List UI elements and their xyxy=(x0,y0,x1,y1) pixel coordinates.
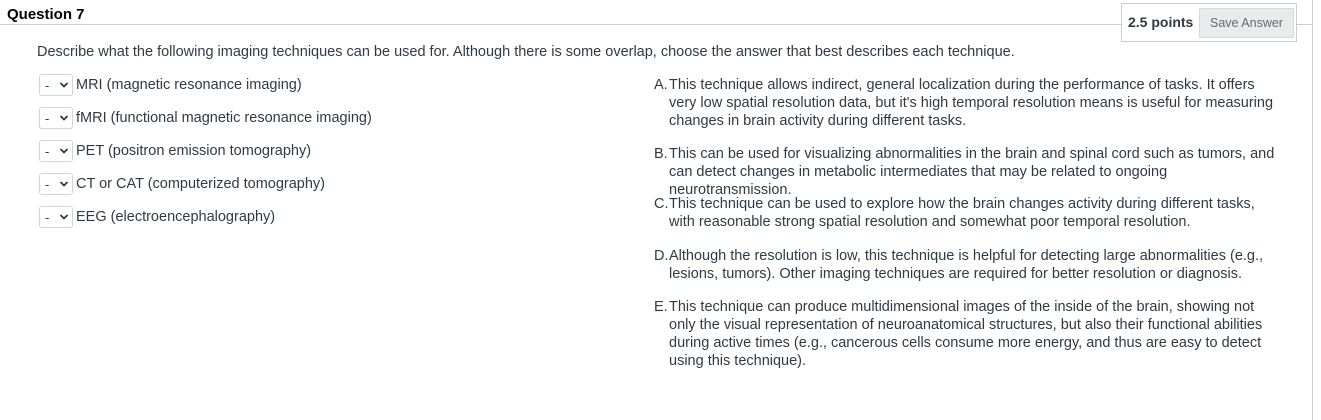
match-label-ct: CT or CAT (computerized tomography) xyxy=(76,176,326,192)
match-select-eeg[interactable] xyxy=(39,206,73,228)
match-row xyxy=(39,206,275,228)
match-label-fmri: fMRI (functional magnetic resonance imaging) xyxy=(76,110,372,126)
answer-text: Although the resolution is low, this technique is helpful for detecting large abnormalities (e.g., lesions, tumors). Other imaging techniques are required for better resolution or diagnosis. xyxy=(669,248,1264,282)
chevron-down-icon xyxy=(59,212,69,222)
select-value: - xyxy=(45,144,50,159)
answer-text: This technique can produce multidimensional images of the inside of the brain, showing not only the visual representation of neuroanatomical structures, but also their functional abilities during active times (e.g., cancerous cells consume more energy, and thus are easy to detect using this technique). xyxy=(669,299,1263,369)
match-select-fmri[interactable] xyxy=(39,107,73,129)
answer-option-e xyxy=(654,298,1279,370)
question-points-box xyxy=(1121,3,1297,42)
select-value: - xyxy=(45,78,50,93)
match-select-ct[interactable] xyxy=(39,173,73,195)
chevron-down-icon xyxy=(59,179,69,189)
match-label-pet: PET (positron emission tomography) xyxy=(76,143,312,159)
chevron-down-icon xyxy=(59,146,69,156)
select-value: - xyxy=(45,177,50,192)
answer-letter: C. xyxy=(654,196,669,212)
answer-letter: D. xyxy=(654,248,669,264)
question-header xyxy=(0,0,1312,25)
answer-letter: A. xyxy=(654,77,668,93)
save-answer-button[interactable]: Save Answer xyxy=(1199,8,1294,38)
match-row xyxy=(39,173,325,195)
match-row xyxy=(39,140,311,162)
points-label: 2.5 points xyxy=(1128,14,1194,30)
select-value: - xyxy=(45,210,50,225)
answer-option-a xyxy=(654,76,1279,130)
answer-option-c xyxy=(654,195,1279,231)
chevron-down-icon xyxy=(59,80,69,90)
answer-option-b xyxy=(654,145,1279,199)
match-row xyxy=(39,74,302,96)
match-select-mri[interactable] xyxy=(39,74,73,96)
answer-option-d xyxy=(654,247,1279,283)
match-label-mri: MRI (magnetic resonance imaging) xyxy=(76,77,302,93)
match-label-eeg: EEG (electroencephalography) xyxy=(76,209,276,225)
question-instructions: Describe what the following imaging techniques can be used for. Although there is some overlap, choose the answer that best describes each technique. xyxy=(37,44,1015,60)
match-row xyxy=(39,107,372,129)
answer-letter: B. xyxy=(654,146,668,162)
answer-text: This technique allows indirect, general localization during the performance of tasks. It offers very low spatial resolution data, but it's high temporal resolution means is useful for measuring changes in brain activity during different tasks. xyxy=(669,77,1274,129)
question-right-border xyxy=(1312,0,1313,420)
chevron-down-icon xyxy=(59,113,69,123)
answer-text: This can be used for visualizing abnormalities in the brain and spinal cord such as tumors, and can detect changes in metabolic intermediates that may be related to ongoing neurotransmission. xyxy=(669,146,1275,198)
match-select-pet[interactable] xyxy=(39,140,73,162)
select-value: - xyxy=(45,111,50,126)
answer-text: This technique can be used to explore how the brain changes activity during different tasks, with reasonable strong spatial resolution and somewhat poor temporal resolution. xyxy=(669,196,1255,230)
question-title: Question 7 xyxy=(7,6,85,23)
answer-letter: E. xyxy=(654,299,668,315)
